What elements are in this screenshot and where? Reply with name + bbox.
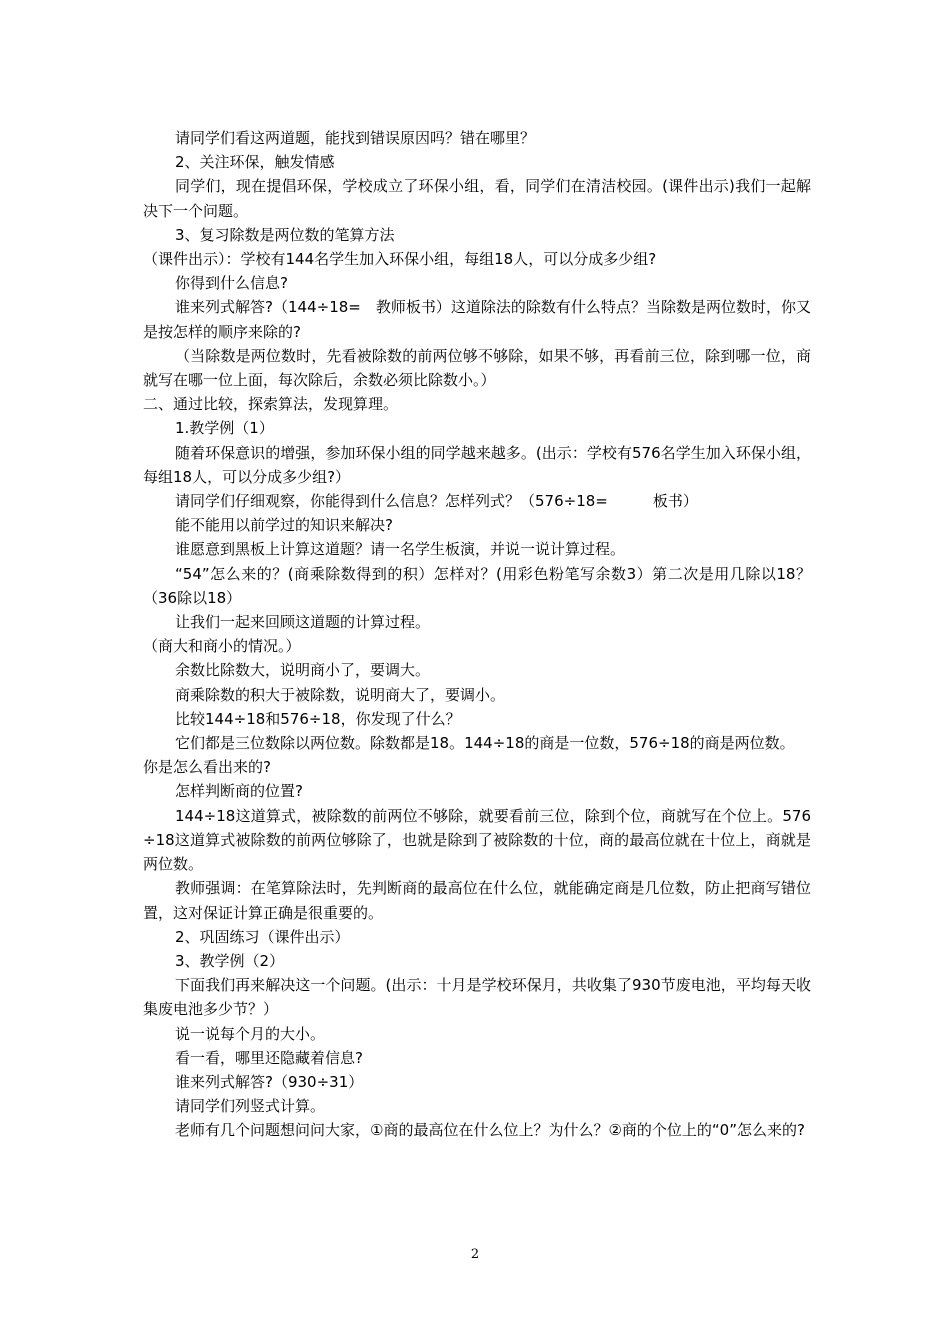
paragraph: “54”怎么来的？(商乘除数得到的积）怎样对？(用彩色粉笔写余数3）第二次是用几除以18？（36除以18） (143, 564, 811, 607)
paragraph: 3、复习除数是两位数的笔算方法 (175, 225, 395, 244)
paragraph: 你得到什么信息? (175, 274, 288, 293)
paragraph: 二、通过比较，探索算法，发现算理。 (143, 395, 399, 414)
paragraph: 谁来列式解答?（144÷18= 教师板书）这道除法的除数有什么特点？当除数是两位数时，你又是按怎样的顺序来除的? (143, 298, 811, 341)
paragraph: 谁来列式解答?（930÷31） (175, 1072, 364, 1091)
paragraph: 3、教学例（2） (175, 951, 285, 970)
document-body (143, 126, 811, 1143)
paragraph: 让我们一起来回顾这道题的计算过程。 (175, 613, 431, 632)
paragraph: 比较144÷18和576÷18，你发现了什么？ (175, 709, 461, 728)
paragraph: （商大和商小的情况。） (143, 637, 301, 656)
paragraph: 请同学们看这两道题，能找到错误原因吗？错在哪里？ (175, 129, 536, 147)
paragraph: 请同学们列竖式计算。 (175, 1097, 326, 1116)
paragraph: 同学们，现在提倡环保，学校成立了环保小组，看，同学们在清洁校园。(课件出示)我们一起解决下一个问题。 (143, 177, 811, 220)
paragraph: （当除数是两位数时，先看被除数的前两位够不够除，如果不够，再看前三位，除到哪一位，商就写在哪一位上面，每次除后，余数必须比除数小。） (143, 346, 811, 390)
paragraph: 144÷18这道算式，被除数的前两位不够除，就要看前三位，除到个位，商就写在个位上。576÷18这道算式被除数的前两位够除了，也就是除到了被除数的十位，商的最高位就在十位上，商就是两位数。 (143, 806, 811, 874)
paragraph: 谁愿意到黑板上计算这道题？请一名学生板演，并说一说计算过程。 (175, 540, 626, 559)
paragraph: 怎样判断商的位置? (175, 782, 303, 801)
paragraph: 老师有几个问题想问问大家，①商的最高位在什么位上？为什么？②商的个位上的“0”怎么来的? (175, 1121, 805, 1140)
paragraph: （课件出示）：学校有144名学生加入环保小组，每组18人，可以分成多少组? (143, 250, 657, 269)
paragraph: 商乘除数的积大于被除数，说明商大了，要调小。 (175, 685, 506, 704)
paragraph: 1.教学例（1） (175, 419, 274, 438)
paragraph: 请同学们仔细观察，你能得到什么信息？怎样列式？（576÷18= 板书） (175, 492, 698, 511)
paragraph: 能不能用以前学过的知识来解决? (175, 516, 393, 535)
paragraph: 随着环保意识的增强，参加环保小组的同学越来越多。(出示：学校有576名学生加入环保小组，每组18人，可以分成多少组?） (143, 443, 811, 486)
paragraph: 2、关注环保，触发情感 (175, 153, 335, 172)
paragraph: 下面我们再来解决这一个问题。(出示：十月是学校环保月，共收集了930节废电池，平均每天收集废电池多少节？） (143, 976, 811, 1019)
paragraph: 余数比除数大，说明商小了，要调大。 (175, 661, 431, 680)
page-number: 2 (470, 1247, 480, 1262)
paragraph: 教师强调：在笔算除法时，先判断商的最高位在什么位，就能确定商是几位数，防止把商写错位置，这对保证计算正确是很重要的。 (143, 879, 811, 922)
paragraph: 你是怎么看出来的? (143, 758, 271, 777)
paragraph: 说一说每个月的大小。 (175, 1024, 326, 1043)
paragraph: 2、巩固练习（课件出示） (175, 927, 350, 946)
paragraph: 它们都是三位数除以两位数。除数都是18。144÷18的商是一位数，576÷18的商是两位数。 (175, 734, 795, 753)
paragraph: 看一看，哪里还隐藏着信息? (175, 1048, 363, 1067)
